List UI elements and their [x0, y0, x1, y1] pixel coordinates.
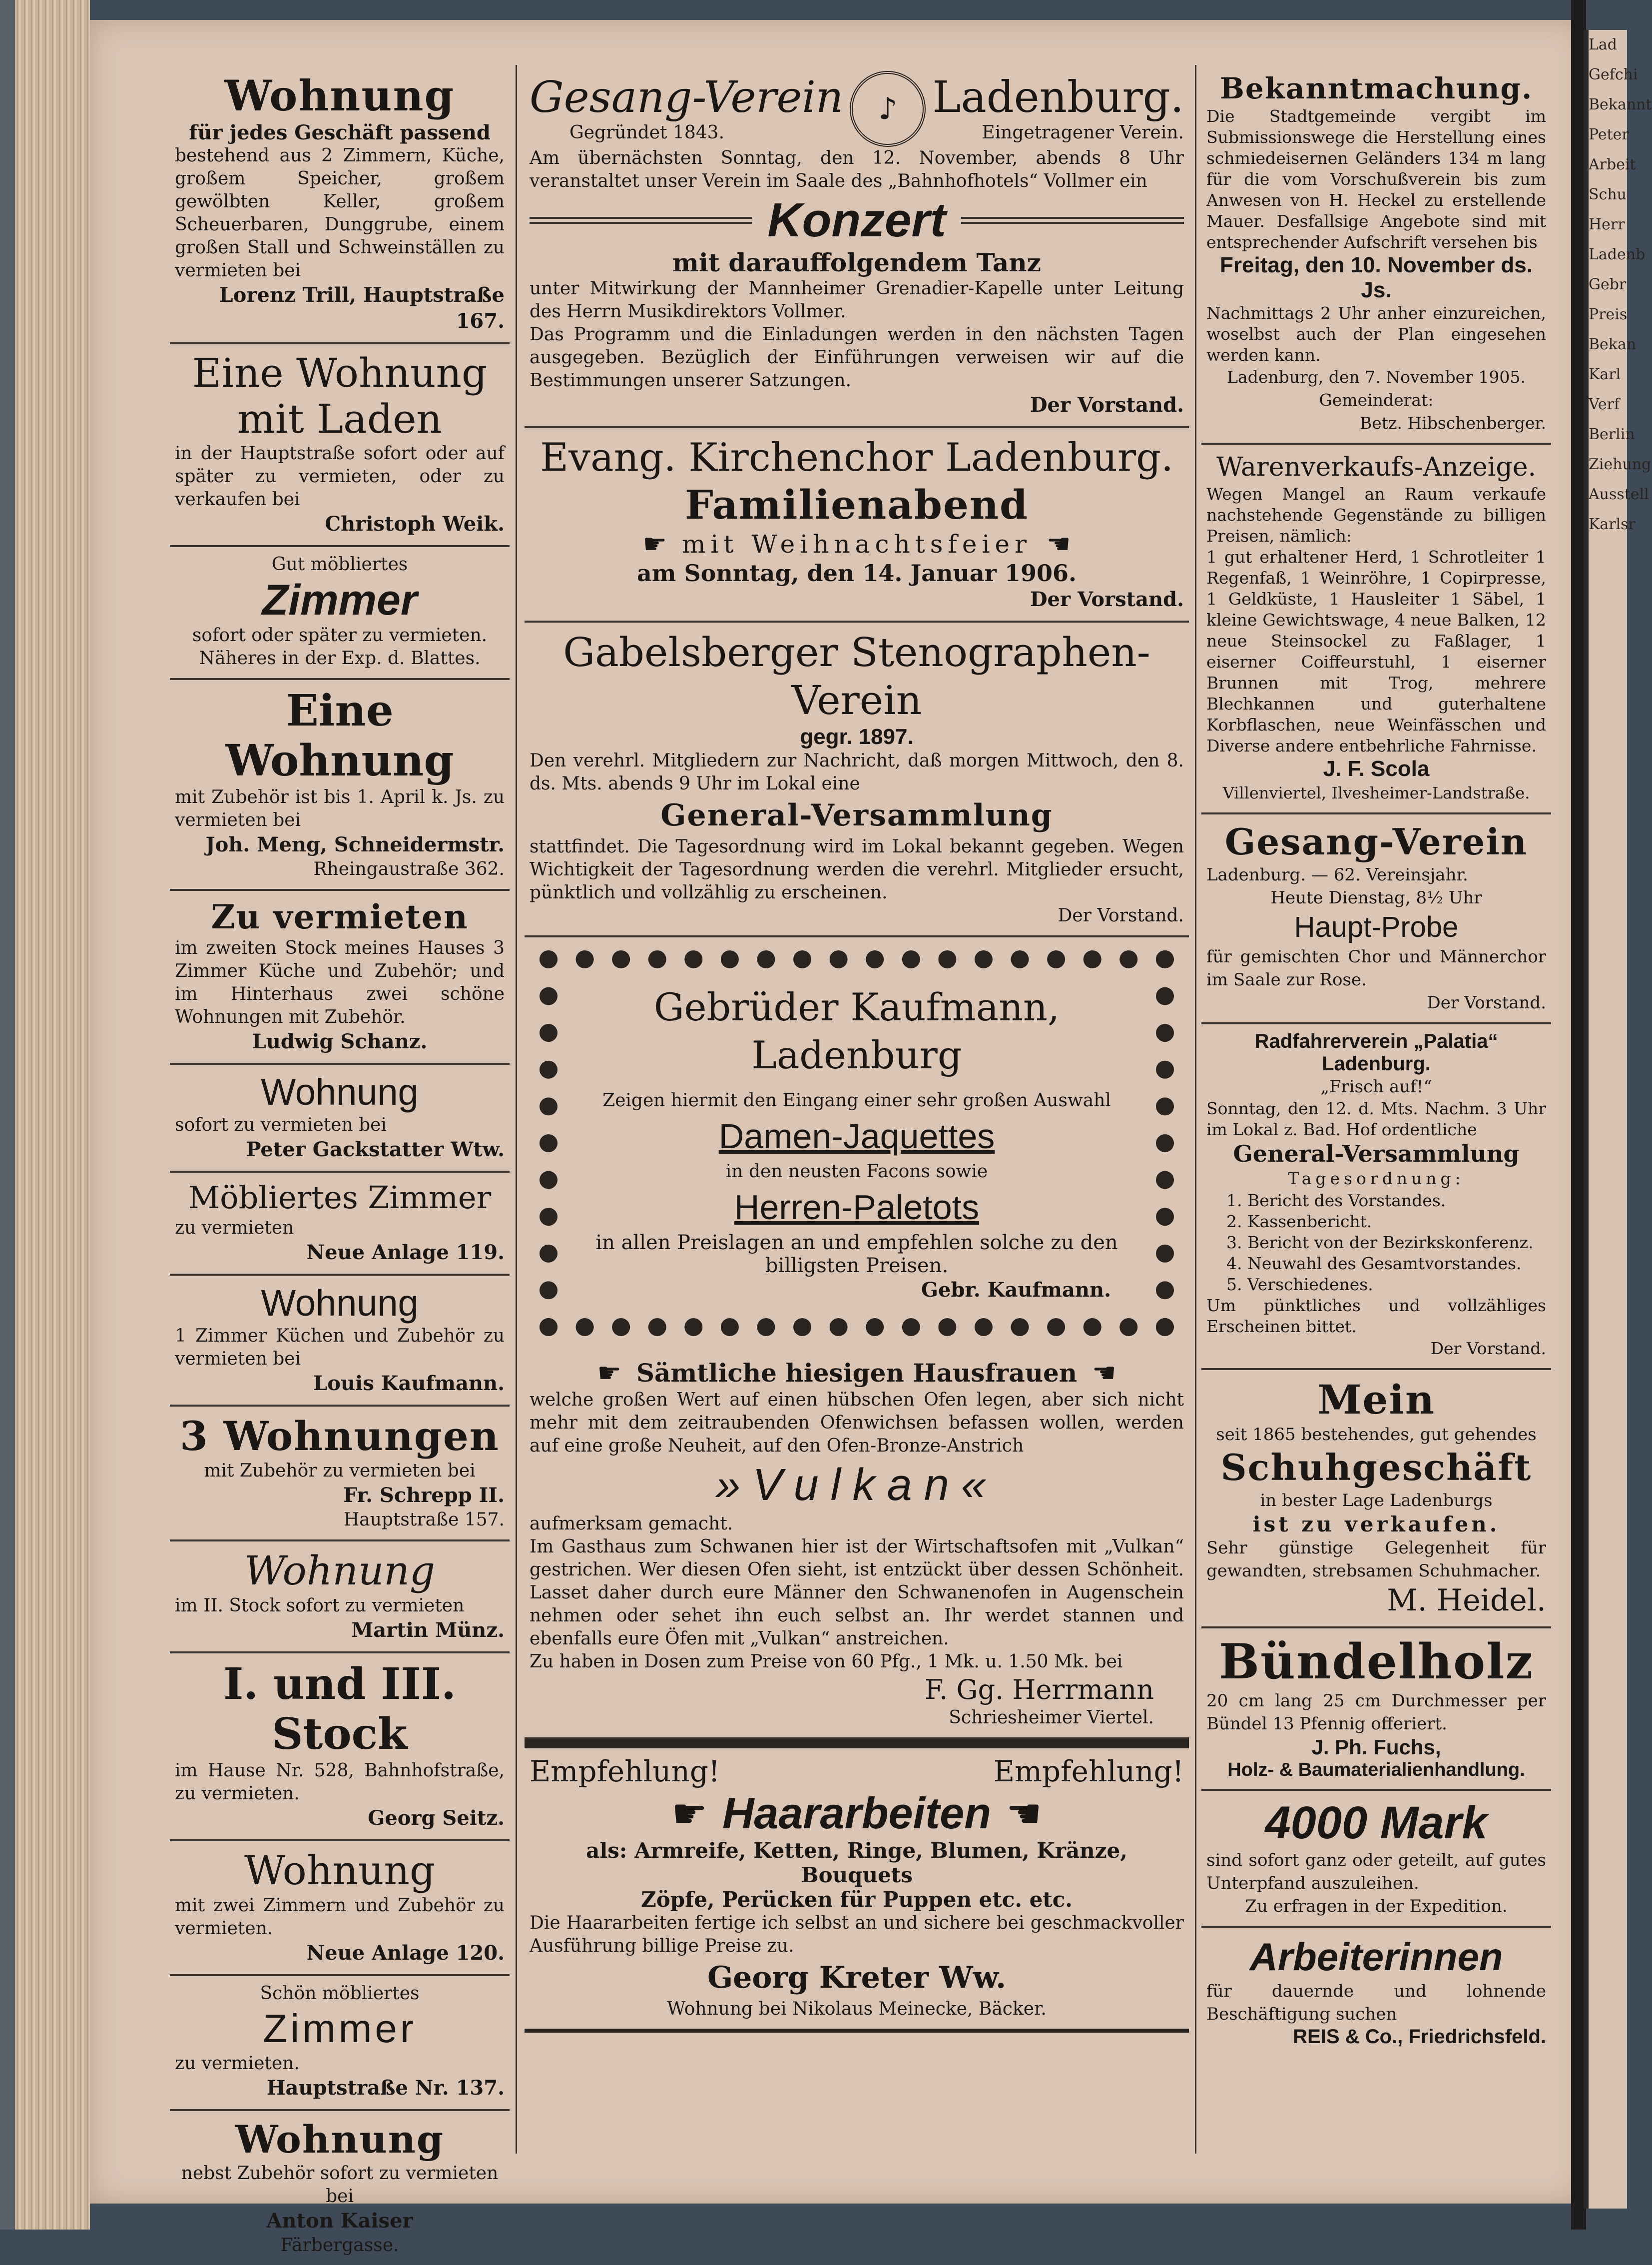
ad-body-2: stattfindet. Die Tagesordnung wird im Lokal bekannt gegeben. Wegen Wichtigkeit der Tagesordnung werden die verehrl. Mitglieder ersucht, pünktlich und vollzählig zu erscheinen. — [530, 836, 1184, 903]
ad-address: Rheingaustraße 362. — [313, 859, 505, 879]
ad-body-2: aufmerksam gemacht. — [530, 1513, 733, 1534]
agenda-item: 4. Neuwahl des Gesamtvorstandes. — [1226, 1254, 1522, 1273]
ad-body: sind sofort ganz oder geteilt, auf gutes Unterpfand auszuleihen. — [1206, 1850, 1546, 1893]
column-rule-right — [1195, 65, 1196, 2154]
ad-item-herren-paletots: Herren-Paletots — [734, 1188, 980, 1227]
column-rule-left — [516, 65, 517, 2154]
ad-address: Villenviertel, Ilvesheimer-Landstraße. — [1222, 783, 1530, 802]
ad-title: I. und III. Stock — [223, 1659, 456, 1759]
pointing-hand-right-icon: ☛ — [597, 1357, 621, 1389]
adjacent-page-text: Schu — [1589, 186, 1627, 203]
ad-stenographen — [525, 623, 1189, 937]
ad-title-left: Gesang-Verein — [530, 72, 844, 122]
ad-body-2: Zöpfe, Perücken für Puppen etc. etc. — [641, 1887, 1073, 1912]
ad-title: Zimmer — [263, 2006, 417, 2051]
pointing-hand-left-icon: ☚ — [1092, 1357, 1116, 1389]
ad-kirchenchor — [525, 428, 1189, 623]
ad-body-2: Näheres in der Exp. d. Blattes. — [199, 648, 481, 669]
ad-signature: Christoph Weik. — [325, 512, 505, 536]
ad-signature: Ludwig Schanz. — [252, 1030, 428, 1053]
ad-subtitle: General-Versammlung — [660, 798, 1053, 833]
ad-registered: Eingetragener Verein. — [982, 122, 1184, 143]
ad-moebliertes-zimmer — [170, 1173, 510, 1276]
ad-place-date: Ladenburg, den 7. November 1905. — [1227, 367, 1526, 387]
ad-wohnung-neue-anlage — [170, 1841, 510, 1976]
ad-subtitle: Haupt-Probe — [1294, 911, 1459, 943]
ad-body: im II. Stock sofort zu vermieten — [175, 1595, 465, 1616]
ad-body: bestehend aus 2 Zimmern, Küche, großem Speicher, großem gewölbten Keller, großem Scheuerbaren, Dunggrube, einem großen Stall und Schweinställen zu vermieten bei — [175, 145, 505, 281]
adjacent-page-text: Preis — [1589, 306, 1628, 323]
ad-body-4: Zu haben in Dosen zum Preise von 60 Pfg., 1 Mk. u. 1.50 Mk. bei — [530, 1651, 1123, 1672]
ad-warenverkauf — [1201, 445, 1551, 814]
ad-title: 4000 Mark — [1265, 1797, 1488, 1848]
ad-body-2: Um pünktliches und vollzähliges Erscheinen bittet. — [1206, 1296, 1546, 1336]
lyre-emblem-icon: ♪ — [850, 71, 926, 147]
ad-body: für dauernde und lohnende Beschäftigung suchen — [1206, 1981, 1546, 2024]
ad-mid: in den neusten Facons sowie — [725, 1161, 988, 1182]
ad-title: Wohnung — [261, 1071, 419, 1113]
ad-signature: Der Vorstand. — [1430, 1339, 1546, 1358]
ad-body-3: Die Haararbeiten fertige ich selbst an und sichere bei geschmackvoller Ausführung billige Preise zu. — [530, 1913, 1184, 1956]
ad-arbeiterinnen — [1201, 1928, 1551, 2056]
ad-title: Wohnung — [224, 71, 455, 120]
column-3 — [1201, 65, 1551, 2056]
adjacent-page-text: Verf — [1589, 396, 1620, 413]
ad-signature: Martin Münz. — [351, 1618, 505, 1642]
ad-title: Gebrüder Kaufmann, Ladenburg — [653, 985, 1060, 1077]
ad-signature: J. Ph. Fuchs, — [1311, 1735, 1441, 1759]
ad-title: Warenverkaufs-Anzeige. — [1216, 452, 1536, 482]
ad-wohnung-kaufmann — [170, 1276, 510, 1407]
agenda-item: 5. Verschiedenes. — [1226, 1275, 1373, 1294]
ad-body: zu vermieten. — [175, 2053, 300, 2074]
ad-haararbeiten — [525, 1739, 1189, 2033]
ad-body: 20 cm lang 25 cm Durchmesser per Bündel 13 Pfennig offeriert. — [1206, 1691, 1546, 1734]
ad-title: Bündelholz — [1218, 1633, 1534, 1690]
ad-body-4: Sehr günstige Gelegenheit für gewandten, strebsamen Schuhmacher. — [1206, 1538, 1546, 1581]
ad-signature: REIS & Co., Friedrichsfeld. — [1293, 2026, 1546, 2048]
ad-title: Gabelsberger Stenographen-Verein — [563, 629, 1150, 724]
ad-agenda-list — [1206, 1190, 1546, 1295]
column-2 — [525, 65, 1189, 2033]
ad-wohnung-laden — [170, 344, 510, 547]
ad-item-damen-jaquettes: Damen-Jaquettes — [718, 1117, 995, 1156]
ad-wohnung-muenz — [170, 1541, 510, 1653]
adjacent-page-text: Gebr — [1589, 276, 1627, 293]
ad-body-2: in bester Lage Ladenburgs — [1260, 1491, 1493, 1510]
ad-title: Wohnung — [261, 1282, 419, 1324]
ad-subtitle: General-Versammlung — [1233, 1140, 1520, 1167]
adjacent-page-text: Bekannt — [1589, 96, 1652, 113]
ad-founded: gegr. 1897. — [800, 725, 914, 749]
ad-date: Freitag, den 10. November ds. Js. — [1220, 253, 1533, 302]
ad-signature: Joh. Meng, Schneidermstr. — [205, 833, 505, 856]
ad-signature: Der Vorstand. — [1427, 993, 1546, 1013]
ad-wohnung-kaiser — [170, 2111, 510, 2265]
ad-stockwerke — [170, 1653, 510, 1841]
ad-title: Konzert — [767, 193, 946, 247]
ad-title: 3 Wohnungen — [180, 1413, 500, 1460]
ad-title: Wohnung — [244, 1547, 436, 1594]
ad-schuhgeschaeft — [1201, 1370, 1551, 1628]
ad-title: Haararbeiten — [722, 1788, 991, 1838]
ad-title: Arbeiterinnen — [1249, 1935, 1503, 1979]
ad-body: Die Stadtgemeinde vergibt im Submissionswege die Herstellung eines schmiedeisernen Geländers 134 m lang für die vom Vorschußverein bis zum Anwesen von H. Heckel zu erstellende Mauer. Desfallsige Angebote sind mit entsprechender Aufschrift versehen bis — [1206, 106, 1546, 252]
ad-signature: Gemeinderat: — [1319, 390, 1434, 410]
pointing-hand-left-icon: ☚ — [1006, 1790, 1042, 1837]
ad-body: mit zwei Zimmern und Zubehör zu vermieten. — [175, 1895, 505, 1939]
ad-body: mit Zubehör zu vermieten bei — [204, 1461, 476, 1481]
ad-body-2: Nachmittags 2 Uhr anher einzureichen, woselbst auch der Plan eingesehen werden kann. — [1206, 303, 1546, 365]
ad-radfahrerverein — [1201, 1024, 1551, 1370]
ad-address: Holz- & Baumaterialienhandlung. — [1227, 1759, 1525, 1780]
ad-signature: Georg Seitz. — [368, 1806, 505, 1830]
agenda-item: 1. Bericht des Vorstandes. — [1226, 1191, 1446, 1210]
ad-body: im zweiten Stock meines Hauses 3 Zimmer Küche und Zubehör; und im Hinterhaus zwei schöne Wohnungen mit Zubehör. — [175, 938, 505, 1027]
ad-gesang-verein-probe — [1201, 814, 1551, 1024]
ad-wohnung-meng — [170, 680, 510, 891]
ad-title: »Vulkan« — [715, 1460, 998, 1510]
ad-body: mit Zubehör ist bis 1. April k. Js. zu vermieten bei — [175, 787, 505, 830]
ad-wohnung-trill — [170, 65, 510, 344]
ad-signature: Georg Kreter Ww. — [707, 1960, 1007, 1995]
ad-signature: Louis Kaufmann. — [313, 1372, 505, 1395]
ad-motto: „Frisch auf!“ — [1320, 1077, 1432, 1097]
adjacent-page-text: Ziehung — [1589, 456, 1652, 473]
ad-title: Eine Wohnung — [225, 686, 454, 786]
ad-body: in der Hauptstraße sofort oder auf später zu vermieten, oder zu verkaufen bei — [175, 443, 505, 510]
ad-body: nebst Zubehör sofort zu vermieten bei — [181, 2163, 499, 2207]
ad-buendelholz — [1201, 1628, 1551, 1791]
ad-4000-mark — [1201, 1791, 1551, 1928]
adjacent-page-text: Peter — [1589, 126, 1629, 143]
ad-body: im Hause Nr. 528, Bahnhofstraße, zu vermieten. — [175, 1760, 505, 1804]
adjacent-page-text: Ladenb — [1589, 246, 1646, 263]
ad-body: welche großen Wert auf einen hübschen Ofen legen, aber sich nicht mehr mit dem zeitraubenden Ofenwichsen befassen wollen, werden auf eine große Neuheit, auf den Ofen-Bronze-Anstrich — [530, 1390, 1184, 1456]
ad-agenda-heading: Tagesordnung: — [1288, 1169, 1465, 1188]
ad-zu-vermieten — [170, 891, 510, 1065]
ad-signature: J. F. Scola — [1323, 756, 1430, 781]
adjacent-page-text: Herr — [1589, 216, 1625, 233]
ad-address: Hauptstraße 157. — [343, 1510, 505, 1530]
ad-signature: Fr. Schrepp II. — [343, 1484, 505, 1507]
ad-subtitle: Familienabend — [685, 481, 1029, 528]
adjacent-page-text: Gefchi — [1589, 66, 1638, 83]
ad-body: 1 Zimmer Küchen und Zubehör zu vermieten bei — [175, 1326, 505, 1369]
ad-body-2: Zu erfragen in der Expedition. — [1245, 1896, 1508, 1916]
ad-title-right: Empfehlung! — [993, 1754, 1184, 1788]
ad-title: Zimmer — [262, 576, 418, 624]
adjacent-page-fragment — [1584, 30, 1652, 2209]
ad-signature-2: Betz. Hibschenberger. — [1359, 413, 1546, 433]
ad-pretitle: Gut möbliertes — [271, 554, 408, 575]
ad-pretitle: Schön möbliertes — [260, 1983, 420, 2004]
ad-signature: Peter Gackstatter Wtw. — [246, 1138, 505, 1161]
ad-zimmer-hauptstrasse — [170, 1976, 510, 2111]
ad-title: Wohnung — [235, 2117, 444, 2162]
book-spine-shadow — [0, 0, 15, 2230]
ad-body: Am übernächsten Sonntag, den 12. November, abends 8 Uhr veranstaltet unser Verein im Saale des „Bahnhofhotels“ Vollmer ein — [530, 148, 1184, 191]
ad-title-2: mit Laden — [237, 396, 442, 442]
ad-signature: Neue Anlage 119. — [306, 1241, 505, 1264]
ad-founded: Gegründet 1843. — [569, 122, 725, 143]
ad-gebrueder-kaufmann — [525, 937, 1189, 1351]
ad-signature: Der Vorstand. — [1030, 393, 1184, 417]
ad-body-2: in allen Preislagen an und empfehlen solche zu den billigsten Preisen. — [595, 1231, 1118, 1277]
ad-title: Möbliertes Zimmer — [188, 1179, 492, 1216]
ad-title: Evang. Kirchenchor Ladenburg. — [540, 435, 1173, 480]
ad-body-2: 1 gut erhaltener Herd, 1 Schrotleiter 1 Regenfaß, 1 Weinröhre, 1 Copirpresse, 1 Geldküste, 1 Hausleiter 1 Säbel, 1 kleine Gewichtswage, 4 neue Balken, 12 neue Steinsockel zu Faßlager, 1 eiserner Coiffeurstuhl, 1 eiserner Brunnen mit Trog, mehrere Blechkannen und guterhaltene Korbflaschen, neue Weinfässchen und Diverse andere entbehrliche Fahrnisse. — [1206, 547, 1546, 755]
ad-wohnung-gackstatter — [170, 1065, 510, 1173]
ad-body-3: ist zu verkaufen. — [1252, 1512, 1500, 1536]
ad-title-right: Ladenburg. — [932, 72, 1184, 122]
ad-address: Schriesheimer Viertel. — [949, 1707, 1154, 1728]
ad-gesang-verein-konzert — [525, 65, 1189, 428]
ad-body-2: Heute Dienstag, 8½ Uhr — [1270, 888, 1482, 908]
ad-body: seit 1865 bestehendes, gut gehendes — [1216, 1425, 1537, 1445]
ad-signature: Der Vorstand. — [1030, 588, 1184, 611]
pointing-hand-right-icon: ☛ — [671, 1790, 707, 1837]
ad-body-3: Im Gasthaus zum Schwanen hier ist der Wirtschaftsofen mit „Vulkan“ gestrichen. Wer diesen Ofen sieht, ist entzückt über dessen Schönheit. Lasset daher durch eure Männer den Schwanenofen in Augenschein nehmen oder sehet ihn euch selbst an. Ihr werdet stannen und ebenfalls eure Öfen mit „Vulkan“ anstreichen. — [530, 1536, 1184, 1649]
ad-body-3: für gemischten Chor und Männerchor im Saale zur Rose. — [1206, 947, 1546, 990]
ornamental-ring-border — [540, 950, 1174, 1336]
agenda-item: 2. Kassenbericht. — [1226, 1212, 1372, 1231]
ad-body-2: unter Mitwirkung der Mannheimer Grenadier-Kapelle unter Leitung des Herrn Musikdirektors Vollmer. — [530, 278, 1184, 322]
ad-subtitle: mit darauffolgendem Tanz — [672, 248, 1041, 277]
ad-line: mit Weihnachtsfeier — [681, 529, 1032, 559]
ad-body: Sonntag, den 12. d. Mts. Nachm. 3 Uhr im Lokal z. Bad. Hof ordentliche — [1206, 1099, 1546, 1139]
ad-zimmer — [170, 547, 510, 680]
ad-body: Zeigen hiermit den Eingang einer sehr großen Auswahl — [602, 1090, 1111, 1111]
ad-heading: Sämtliche hiesigen Hausfrauen — [636, 1358, 1078, 1388]
ad-signature: Hauptstraße Nr. 137. — [266, 2076, 505, 2100]
ad-subtitle: Schuhgeschäft — [1220, 1446, 1532, 1489]
adjacent-page-text: Karlsr — [1589, 516, 1636, 533]
adjacent-page-text: Arbeit — [1589, 156, 1636, 173]
pointing-hand-left-icon: ☚ — [1047, 528, 1071, 560]
pointing-hand-right-icon: ☛ — [642, 528, 667, 560]
ad-body: Wegen Mangel an Raum verkaufe nachstehende Gegenstände zu billigen Preisen, nämlich: — [1206, 484, 1546, 546]
ad-signature: Neue Anlage 120. — [306, 1941, 505, 1965]
ad-signature: M. Heidel. — [1387, 1583, 1546, 1618]
ad-body-3: Das Programm und die Einladungen werden in den nächsten Tagen ausgegeben. Bezüglich der Einführungen verweisen wir auf die Bestimmungen unserer Satzungen. — [530, 324, 1184, 391]
ad-signature: Gebr. Kaufmann. — [921, 1278, 1111, 1302]
ad-body: zu vermieten — [175, 1218, 294, 1238]
adjacent-page-text: Berlin — [1589, 426, 1635, 443]
ad-address: Wohnung bei Nikolaus Meinecke, Bäcker. — [667, 1999, 1047, 2019]
ad-body: sofort oder später zu vermieten. — [192, 625, 488, 646]
ad-body: als: Armreife, Ketten, Ringe, Blumen, Kränze, Bouquets — [586, 1838, 1127, 1887]
column-1 — [170, 65, 510, 2265]
ad-address: Färbergasse. — [280, 2235, 399, 2256]
ad-title: Radfahrerverein „Palatia“ Ladenburg. — [1254, 1030, 1498, 1075]
adjacent-page-text: Ausstell — [1589, 486, 1649, 503]
adjacent-page-text: Bekan — [1589, 336, 1637, 353]
ad-bekanntmachung — [1201, 65, 1551, 445]
ad-title: Wohnung — [244, 1847, 436, 1894]
ad-signature: Anton Kaiser — [266, 2209, 413, 2233]
ad-date: am Sonntag, den 14. Januar 1906. — [636, 560, 1077, 587]
ad-title: Bekanntmachung. — [1219, 71, 1533, 105]
adjacent-page-text: Lad — [1589, 36, 1618, 53]
ad-body: Ladenburg. — 62. Vereinsjahr. — [1206, 865, 1468, 885]
ad-signature: F. Gg. Herrmann — [924, 1674, 1154, 1705]
ad-vulkan — [525, 1351, 1189, 1739]
ad-body: Den verehrl. Mitgliedern zur Nachricht, daß morgen Mittwoch, den 8. ds. Mts. abends 9 Uhr im Lokal eine — [530, 751, 1184, 794]
ad-subtitle: für jedes Geschäft passend — [189, 121, 491, 144]
adjacent-page-text: Karl — [1589, 366, 1621, 383]
ad-title: Eine Wohnung — [192, 350, 488, 396]
ad-title: Gesang-Verein — [1224, 820, 1528, 863]
ad-body: sofort zu vermieten bei — [175, 1115, 387, 1135]
agenda-item: 3. Bericht von der Bezirkskonferenz. — [1226, 1233, 1534, 1252]
ad-drei-wohnungen — [170, 1407, 510, 1541]
ad-title: Zu vermieten — [211, 897, 469, 936]
ad-signature: Lorenz Trill, Hauptstraße 167. — [219, 283, 505, 333]
ad-title-left: Empfehlung! — [530, 1754, 720, 1788]
ad-title: Mein — [1317, 1376, 1435, 1423]
ad-signature: Der Vorstand. — [1058, 905, 1184, 926]
